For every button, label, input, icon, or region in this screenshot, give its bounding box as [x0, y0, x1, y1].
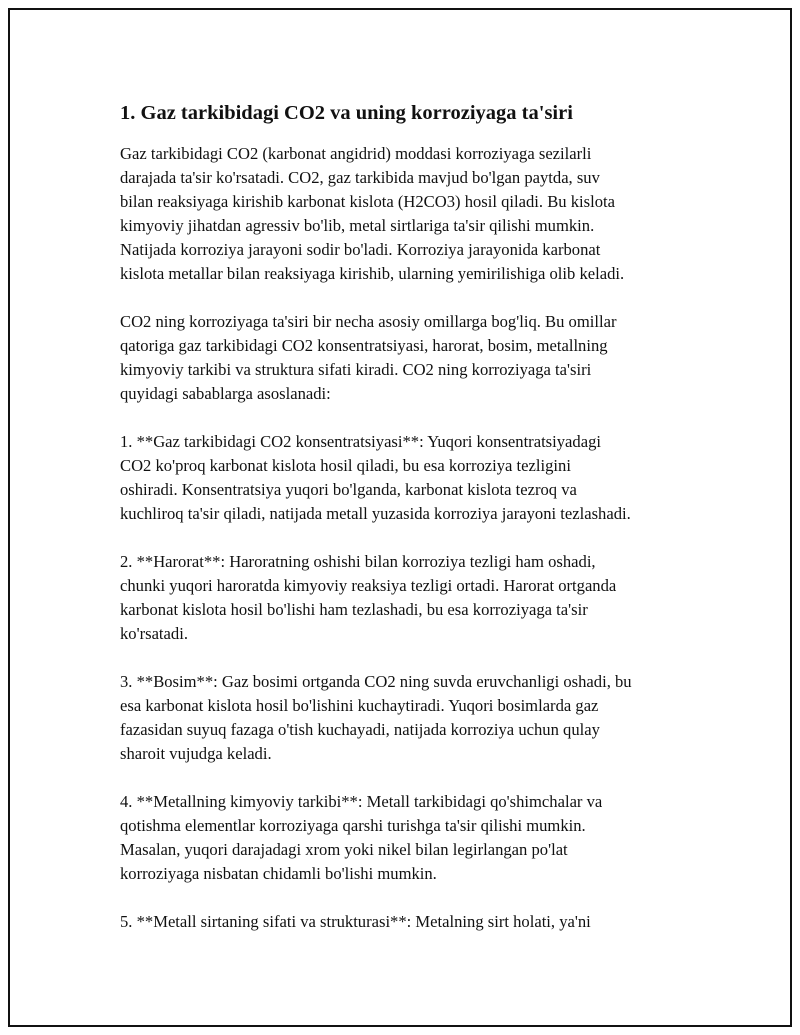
- page-frame: [8, 8, 792, 1027]
- paragraph-factors: CO2 ning korroziyaga ta'siri bir necha asosiy omillarga bog'liq. Bu omillar qatoriga gaz tarkibidagi CO2 konsentratsiyasi, harorat, bosim, metallning kimyoviy tarkibi va struktura sifati kiradi. CO2 ning korroziyaga ta'siri quyidagi sabablarga asoslanadi:: [120, 312, 617, 403]
- list-item-concentration: 1. **Gaz tarkibidagi CO2 konsentratsiyasi**: Yuqori konsentratsiyadagi CO2 ko'proq karbonat kislota hosil qiladi, bu esa korroziya tezligini oshiradi. Konsentratsiya yuqori bo'lganda, karbonat kislota tezroq va kuchliroq ta'sir qiladi, natijada metall yuzasida korroziya jarayoni tezlashadi.: [120, 432, 631, 523]
- list-item-pressure: 3. **Bosim**: Gaz bosimi ortganda CO2 ning suvda eruvchanligi oshadi, bu esa karbonat kislota hosil bo'lishini kuchaytiradi. Yuqori bosimlarda gaz fazasidan suyuq fazaga o'tish kuchayadi, natijada korroziya uchun qulay sharoit vujudga keladi.: [120, 672, 632, 763]
- document-body: [120, 100, 700, 958]
- list-item-surface-quality: 5. **Metall sirtaning sifati va strukturasi**: Metalning sirt holati, ya'ni: [120, 912, 591, 931]
- list-item-metal-composition: 4. **Metallning kimyoviy tarkibi**: Metall tarkibidagi qo'shimchalar va qotishma elementlar korroziyaga qarshi turishga ta'sir qilishi mumkin. Masalan, yuqori darajadagi xrom yoki nikel bilan legirlangan po'lat korroziyaga nisbatan chidamli bo'lishi mumkin.: [120, 792, 603, 883]
- paragraph-intro: Gaz tarkibidagi CO2 (karbonat angidrid) moddasi korroziyaga sezilarli darajada ta'sir ko'rsatadi. CO2, gaz tarkibida mavjud bo'lgan paytda, suv bilan reaksiyaga kirishib karbonat kislota (H2CO3) hosil qiladi. Bu kislota kimyoviy jihatdan agressiv bo'lib, metal sirtlariga ta'sir qilishi mumkin. Natijada korroziya jarayoni sodir bo'ladi. Korroziya jarayonida karbonat kislota metallar bilan reaksiyaga kirishib, ularning yemirilishiga olib keladi.: [120, 144, 625, 283]
- section-heading: 1. Gaz tarkibidagi CO2 va uning korroziyaga ta'siri: [120, 102, 573, 124]
- list-item-temperature: 2. **Harorat**: Haroratning oshishi bilan korroziya tezligi ham oshadi, chunki yuqori haroratda kimyoviy reaksiya tezligi ortadi. Harorat ortganda karbonat kislota hosil bo'lishi ham tezlashadi, bu esa korroziyaga ta'sir ko'rsatadi.: [120, 552, 617, 643]
